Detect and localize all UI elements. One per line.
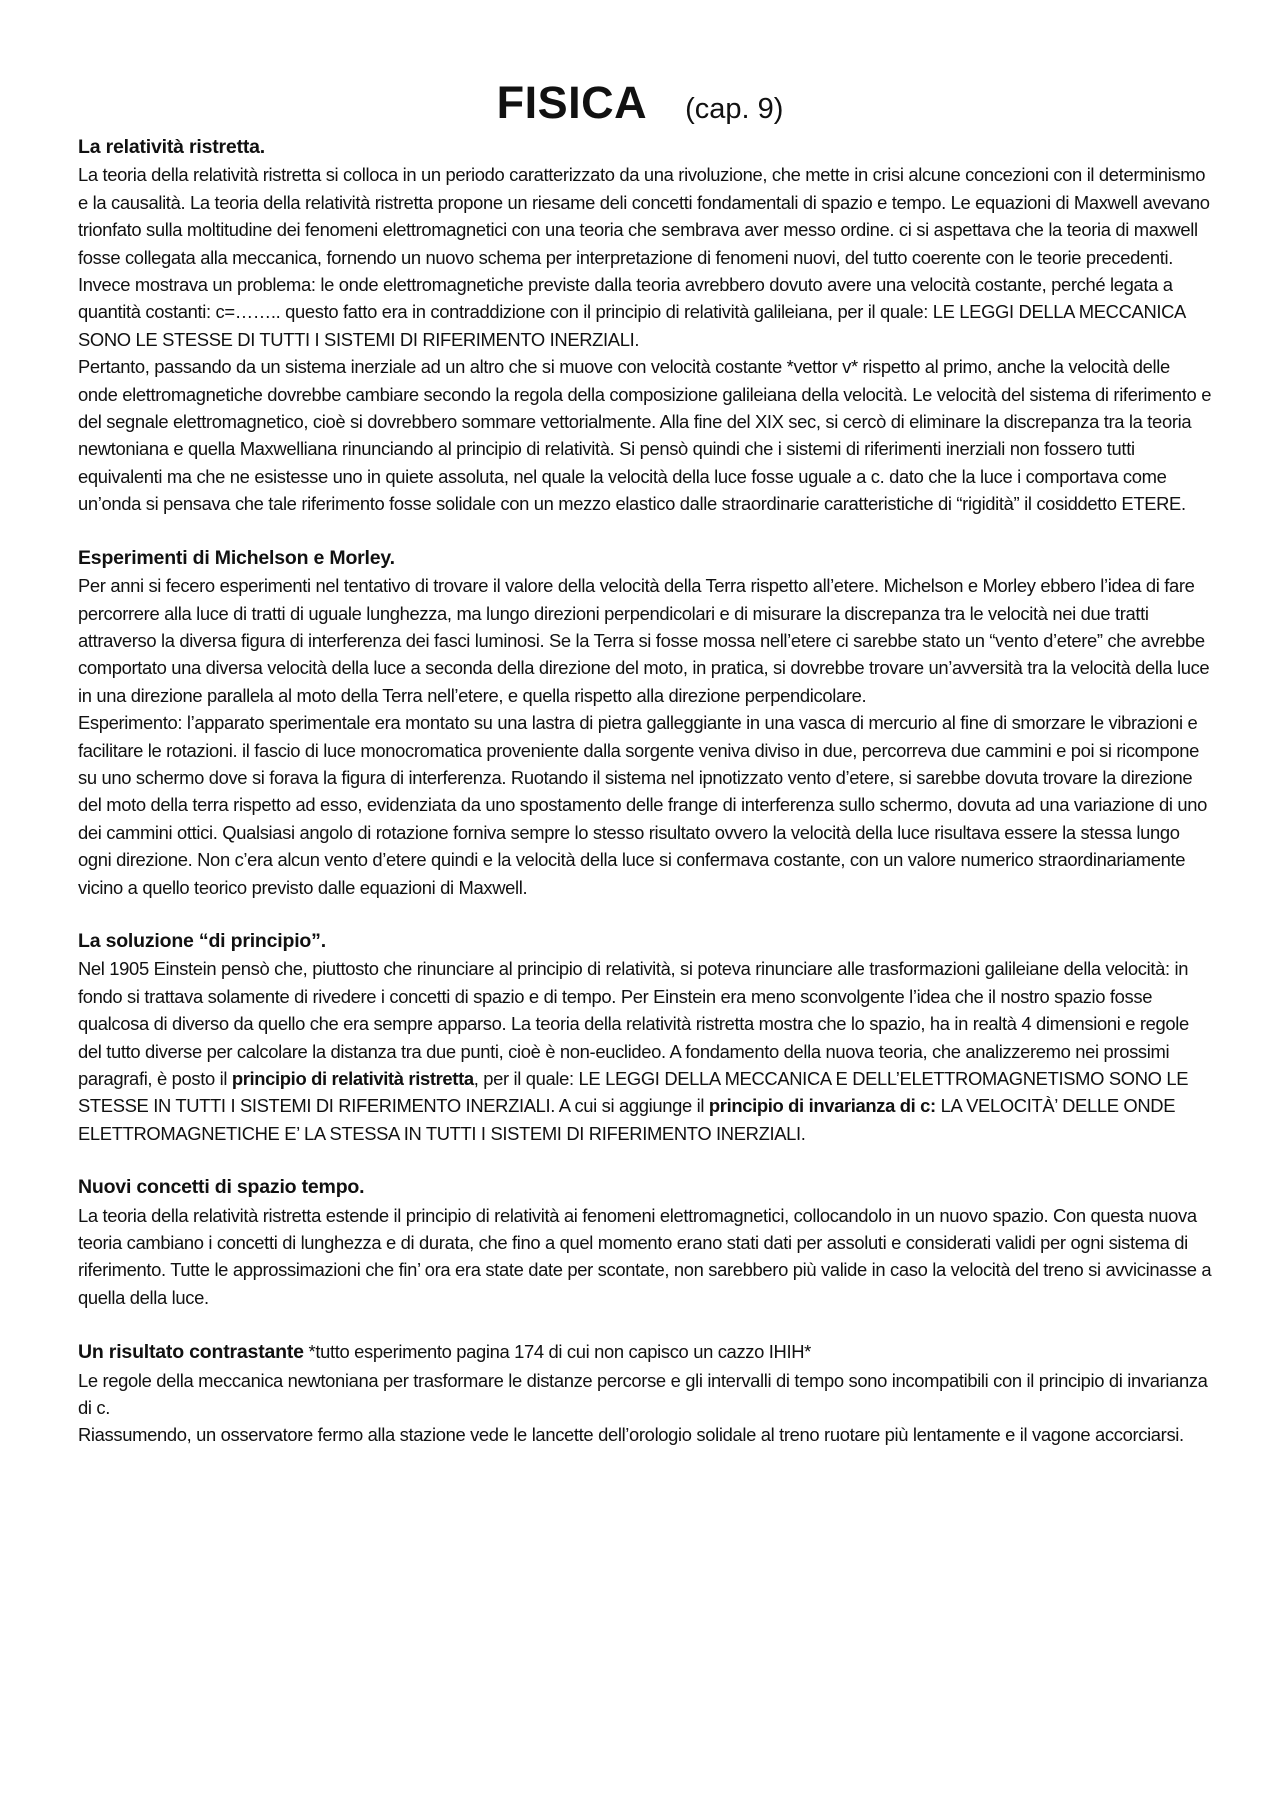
section-spacer bbox=[78, 1311, 1214, 1338]
paragraph: Per anni si fecero esperimenti nel tentativo di trovare il valore della velocità della Terra rispetto all’etere. Michelson e Morley ebbero l’idea di fare percorrere alla luce di tratti di uguale lunghezza, ma lungo direzioni perpendicolari e di misurare la discrepanza tra le velocità nei due tratti attraverso la diversa figura di interferenza dei fasci luminosi. Se la Terra si fosse mossa nell’etere ci sarebbe stato un “vento d’etere” che avrebbe comportato una diversa velocità della luce a seconda della direzione del moto, in pratica, si dovrebbe trovare un’avversità tra la velocità della luce in una direzione parallela al moto della Terra nell’etere, e quella rispetto alla direzione perpendicolare. bbox=[78, 575, 1210, 706]
section-heading-soluzione: La soluzione “di principio”. bbox=[78, 929, 326, 952]
section-spacer bbox=[78, 1147, 1214, 1174]
section-spacer bbox=[78, 901, 1214, 928]
heading-note: *tutto esperimento pagina 174 di cui non capisco un cazzo IHIH* bbox=[303, 1341, 811, 1363]
section-spacer bbox=[78, 518, 1214, 545]
section-heading-michelson-morley: Esperimenti di Michelson e Morley. bbox=[78, 546, 395, 569]
section-heading-risultato bbox=[78, 1338, 1214, 1366]
paragraph: La teoria della relatività ristretta si colloca in un periodo caratterizzato da una rivoluzione, che mette in crisi alcune concezioni con il determinismo e la causalità. La teoria della relatività ristretta propone un riesame deli concetti fondamentali di spazio e tempo. Le equazioni di Maxwell avevano trionfato sulla moltitudine dei fenomeni elettromagnetici con una teoria che sembrava aver messo ordine. ci si aspettava che la teoria di maxwell fosse collegata alla meccanica, fornendo un nuovo schema per interpretazione di fenomeni nuovi, del tutto coerente con le teorie precedenti. Invece mostrava un problema: le onde elettromagnetiche previste dalla teoria avrebbero dovuto avere una velocità costante, perché legata a quantità costanti: c=…….. questo fatto era in contraddizione con il principio di relatività galileiana, per il quale: LE LEGGI DELLA MECCANICA SONO LE STESSE DI TUTTI I SISTEMI DI RIFERIMENTO INERZIALI. bbox=[78, 164, 1210, 350]
page-title bbox=[0, 77, 1280, 128]
bold-term: principio di invarianza di c: bbox=[708, 1095, 936, 1117]
section-heading-relativita: La relatività ristretta. bbox=[78, 136, 266, 158]
document-body bbox=[78, 134, 1214, 1449]
text-run: , per il quale: LE LEGGI DELLA MECCANICA E DELL’ELETTROMAGNETISMO SONO LE STESSE IN TUTTI I SISTEMI DI RIFERIMENTO INERZIALI. A cui si aggiunge il bbox=[78, 1068, 1189, 1117]
paragraph: Pertanto, passando da un sistema inerziale ad un altro che si muove con velocità costante *vettor v* rispetto al primo, anche la velocità delle onde elettromagnetiche dovrebbe cambiare secondo la regola della composizione galileiana della velocità. Le velocità del sistema di riferimento e del segnale elettromagnetico, cioè si dovrebbero sommare vettorialmente. Alla fine del XIX sec, si cercò di eliminare la discrepanza tra la teoria newtoniana e quella Maxwelliana rinunciando al principio di relatività. Si pensò quindi che i sistemi di riferimenti inerziali non fossero tutti equivalenti ma che ne esistesse uno in quiete assoluta, nel quale la velocità della luce fosse uguale a c. dato che la luce i comportava come un’onda si pensava che tale riferimento fosse solidale con un mezzo elastico dalle straordinarie caratteristiche di “rigidità” il cosiddetto ETERE. bbox=[78, 356, 1212, 515]
text-run: Nel 1905 Einstein pensò che, piuttosto che rinunciare al principio di relatività, si poteva rinunciare alle trasformazioni galileiane della velocità: in fondo si trattava solamente di rivedere i concetti di spazio e di tempo. Per Einstein era meno sconvolgente l’idea che il nostro spazio fosse qualcosa di diverso da quello che era sempre apparso. La teoria della relatività ristretta mostra che lo spazio, ha in realtà 4 dimensioni e regole del tutto diverse per calcolare la distanza tra due punti, cioè è non-euclideo. A fondamento della nuova teoria, che analizzeremo nei prossimi paragrafi, è posto il bbox=[78, 958, 1189, 1089]
paragraph: Esperimento: l’apparato sperimentale era montato su una lastra di pietra galleggiante in una vasca di mercurio al fine di smorzare le vibrazioni e facilitare le rotazioni. il fascio di luce monocromatica proveniente dalla sorgente veniva diviso in due, percorreva due cammini e poi si ricompone su uno schermo dove si forava la figura di interferenza. Ruotando il sistema nel ipnotizzato vento d’etere, si sarebbe dovuta trovare la direzione del moto della terra rispetto ad esso, evidenziata da uno spostamento delle frange di interferenza sullo schermo, dovuta ad una variazione di uno dei cammini ottici. Qualsiasi angolo di rotazione forniva sempre lo stesso risultato ovvero la velocità della luce risultava essere la stessa lungo ogni direzione. Non c’era alcun vento d’etere quindi e la velocità della luce si confermava costante, con un valore numerico straordinariamente vicino a quello teorico previsto dalle equazioni di Maxwell. bbox=[78, 712, 1208, 898]
bold-term: principio di relatività ristretta bbox=[231, 1068, 474, 1089]
paragraph: Riassumendo, un osservatore fermo alla stazione vede le lancette dell’orologio solidale al treno ruotare più lentamente e il vagone accorciarsi. bbox=[78, 1424, 1184, 1446]
paragraph: Le regole della meccanica newtoniana per trasformare le distanze percorse e gli intervalli di tempo sono incompatibili con il principio di invarianza di c. bbox=[78, 1369, 1208, 1419]
paragraph: La teoria della relatività ristretta estende il principio di relatività ai fenomeni elettromagnetici, collocandolo in un nuovo spazio. Con questa nuova teoria cambiano i concetti di lunghezza e di durata, che fino a quel momento erano stati dati per assoluti e considerati validi per ogni sistema di riferimento. Tutte le approssimazioni che fin’ ora era state date per scontate, non sarebbero più valide in caso la velocità del treno si avvicinasse a quella della luce. bbox=[78, 1204, 1212, 1308]
heading-text: Un risultato contrastante bbox=[78, 1341, 304, 1364]
text-run: LA VELOCITÀ’ DELLE ONDE ELETTROMAGNETICHE E’ LA STESSA IN TUTTI I SISTEMI DI RIFERIMENTO INERZIALI. bbox=[78, 1095, 1176, 1144]
title-main: FISICA bbox=[496, 77, 648, 128]
section-heading-spazio-tempo: Nuovi concetti di spazio tempo. bbox=[78, 1176, 365, 1199]
paragraph bbox=[78, 955, 1214, 1147]
title-chapter: (cap. 9) bbox=[685, 93, 784, 125]
